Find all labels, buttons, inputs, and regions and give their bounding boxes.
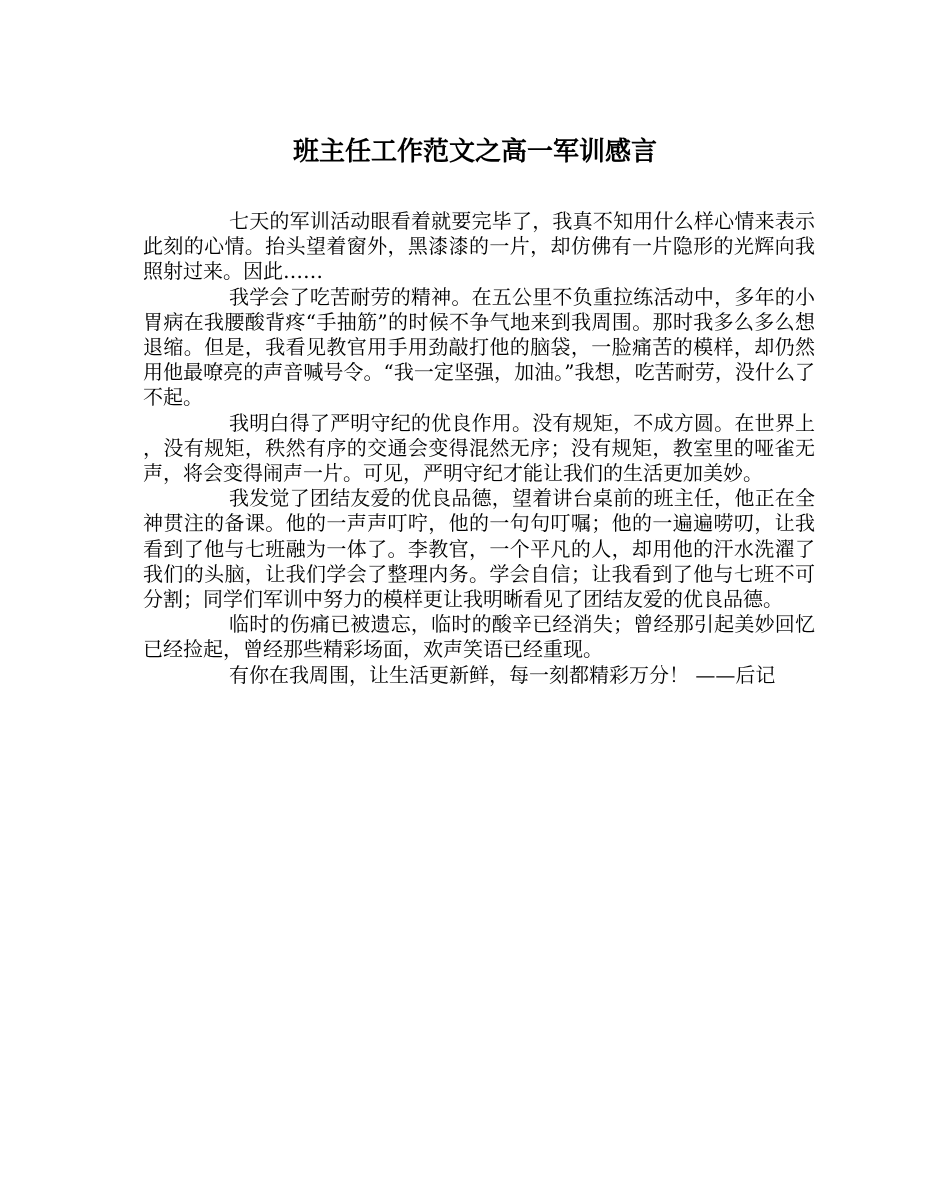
document-body — [143, 209, 815, 688]
paragraph: 我学会了吃苦耐劳的精神。在五公里不负重拉练活动中，多年的小胃病在我腰酸背疼“手抽筋”的时候不争气地来到我周围。那时我多么多么想退缩。但是，我看见教官用手用劲敲打他的脑袋，一脸痛苦的模样，却仍然用他最嘹亮的声音喊号令。“我一定坚强，加油。”我想，吃苦耐劳，没什么了不起。 — [143, 284, 815, 410]
paragraph: 七天的军训活动眼看着就要完毕了，我真不知用什么样心情来表示此刻的心情。抬头望着窗外，黑漆漆的一片，却仿佛有一片隐形的光辉向我照射过来。因此…… — [143, 209, 815, 284]
paragraph: 我明白得了严明守纪的优良作用。没有规矩，不成方圆。在世界上，没有规矩，秩然有序的交通会变得混然无序；没有规矩，教室里的哑雀无声，将会变得闹声一片。可见，严明守纪才能让我们的生活更加美妙。 — [143, 410, 815, 486]
paragraph: 有你在我周围，让生活更新鲜，每一刻都精彩万分！ ——后记 — [229, 662, 776, 687]
paragraph: 临时的伤痛已被遗忘，临时的酸辛已经消失；曾经那引起美妙回忆已经捡起，曾经那些精彩场面，欢声笑语已经重现。 — [143, 612, 815, 662]
paragraph: 我发觉了团结友爱的优良品德，望着讲台桌前的班主任，他正在全神贯注的备课。他的一声声叮咛，他的一句句叮嘱；他的一遍遍唠叨，让我看到了他与七班融为一体了。李教官，一个平凡的人，却用他的汗水洗濯了我们的头脑，让我们学会了整理内务。学会自信；让我看到了他与七班不可分割；同学们军训中努力的模样更让我明晰看见了团结友爱的优良品德。 — [143, 486, 815, 612]
page-title: 班主任工作范文之高一军训感言 — [292, 137, 657, 167]
